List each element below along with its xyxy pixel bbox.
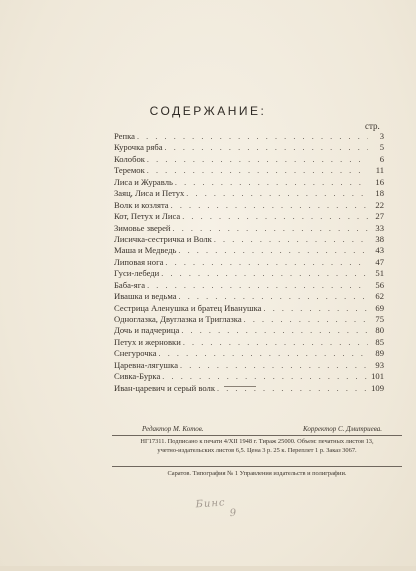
toc-entry-page: 33 (375, 222, 384, 233)
toc-entry-page: 22 (375, 199, 384, 210)
toc-entry (114, 154, 384, 165)
toc-entry-page: 56 (375, 279, 384, 290)
toc-entry (114, 223, 384, 234)
toc-entry (114, 257, 384, 268)
toc-entry-title: Курочка ряба (114, 142, 163, 153)
toc-entry (114, 142, 384, 153)
toc-entry-page: 6 (379, 153, 384, 164)
toc-entry-title: Лиса и Журавль (114, 176, 173, 187)
toc-entry (114, 245, 384, 256)
toc-title: СОДЕРЖАНИЕ: (149, 104, 267, 118)
toc-entry-title: Баба-яга (114, 279, 146, 290)
toc-entry (114, 131, 384, 142)
toc-entry (114, 291, 384, 302)
imprint-top-rule (112, 435, 402, 436)
toc-entry-page: 16 (375, 176, 384, 187)
dot-leader (178, 245, 368, 256)
toc-entry-title: Дочь и падчерица (114, 325, 180, 336)
toc-entry (114, 337, 384, 348)
toc-entry-page: 93 (375, 359, 384, 370)
toc-entry-title: Теремок (114, 165, 145, 176)
toc-entry-page: 109 (371, 382, 384, 393)
dot-leader (179, 291, 368, 302)
dot-leader (214, 234, 368, 245)
dot-leader (171, 200, 368, 211)
toc-entry (114, 314, 384, 325)
toc-entry-title: Сестрица Аленушка и братец Иванушка (114, 302, 262, 313)
toc-entry (114, 360, 384, 371)
toc-entry-title: Царевна-лягушка (114, 359, 179, 370)
toc-entry-title: Репка (114, 131, 135, 141)
printer-line: Саратов. Типография № 1 Управления издательств и полиграфии. (167, 470, 347, 477)
table-of-contents (114, 131, 384, 394)
section-divider (224, 386, 256, 387)
dot-leader (147, 280, 368, 291)
toc-entry (114, 383, 384, 394)
handwritten-mark: Бинс 9 (195, 497, 238, 522)
toc-entry-title: Лисичка-сестричка и Волк (114, 233, 212, 244)
toc-entry-page: 89 (375, 348, 384, 359)
toc-entry-title: Сивка-Бурка (114, 371, 161, 382)
dot-leader (147, 154, 368, 165)
toc-entry-page: 5 (379, 142, 384, 153)
toc-entry (114, 200, 384, 211)
toc-entry-page: 101 (371, 371, 384, 382)
dot-leader (175, 177, 368, 188)
toc-entry-page: 43 (375, 245, 384, 256)
imprint-block (112, 438, 402, 455)
toc-entry-title: Колобок (114, 153, 145, 164)
toc-entry (114, 188, 384, 199)
imprint-line: учетно-издательских листов 6,5. Цена 3 р. 25 к. Переплет 1 р. Заказ 3067. (157, 446, 357, 454)
toc-entry-title: Заяц, Лиса и Петух (114, 188, 185, 199)
toc-entry-page: 62 (375, 291, 384, 302)
toc-entry-page: 51 (375, 268, 384, 279)
dot-leader (159, 348, 368, 359)
dot-leader (217, 383, 368, 394)
toc-entry-title: Ивашка и ведьма (114, 291, 177, 302)
toc-entry-page: 85 (375, 336, 384, 347)
credits (142, 425, 382, 433)
toc-entry-title: Кот, Петух и Лиса (114, 211, 181, 222)
toc-entry (114, 165, 384, 176)
toc-entry (114, 348, 384, 359)
dot-leader (182, 211, 368, 222)
dot-leader (244, 314, 368, 325)
toc-entry-title: Петух и жерновки (114, 336, 181, 347)
toc-entry-title: Липовая нога (114, 256, 164, 267)
dot-leader (165, 257, 368, 268)
toc-entry-page: 11 (375, 165, 384, 176)
toc-entry-page: 27 (375, 211, 384, 222)
toc-entry-title: Иван-царевич и серый волк (114, 382, 216, 393)
toc-entry (114, 211, 384, 222)
toc-entry (114, 303, 384, 314)
dot-leader (173, 223, 368, 234)
dot-leader (181, 325, 368, 336)
toc-entry-title: Волк и козлята (114, 199, 169, 210)
toc-entry (114, 268, 384, 279)
toc-entry-page: 75 (375, 314, 384, 324)
toc-entry-page: 3 (379, 131, 384, 141)
dot-leader (162, 371, 368, 382)
toc-entry-title: Одноглазка, Двуглазка и Триглазка (114, 314, 242, 324)
dot-leader (183, 337, 368, 348)
dot-leader (180, 360, 368, 371)
proofreader-credit: Корректор С. Дмитриева. (303, 425, 382, 433)
dot-leader (165, 142, 368, 153)
dot-leader (161, 268, 368, 279)
toc-entry-page: 80 (375, 325, 384, 336)
toc-entry (114, 371, 384, 382)
dot-leader (186, 188, 368, 199)
toc-entry-page: 47 (375, 256, 384, 267)
imprint-line: НГ17311. Подписано к печати 4/XII 1948 г. Тираж 25000. Объем: печатных листов 13, (140, 438, 374, 445)
toc-entry (114, 280, 384, 291)
toc-entry-page: 18 (375, 188, 384, 199)
imprint-bottom-rule (112, 466, 402, 467)
toc-entry-title: Гуси-лебеди (114, 268, 160, 279)
toc-entry (114, 177, 384, 188)
editor-credit: Редактор М. Котов. (142, 425, 204, 433)
toc-entry (114, 234, 384, 245)
toc-entry-page: 69 (375, 302, 384, 313)
dot-leader (147, 165, 368, 176)
toc-entry-title: Маша и Медведь (114, 245, 177, 256)
page-edge (0, 566, 416, 571)
toc-entry-title: Зимовье зверей (114, 222, 171, 233)
toc-entry-title: Снегурочка (114, 348, 157, 359)
page-column-header: стр. (365, 121, 380, 131)
toc-entry-page: 38 (375, 233, 384, 244)
dot-leader (264, 303, 369, 314)
toc-entry (114, 325, 384, 336)
dot-leader (137, 131, 368, 142)
